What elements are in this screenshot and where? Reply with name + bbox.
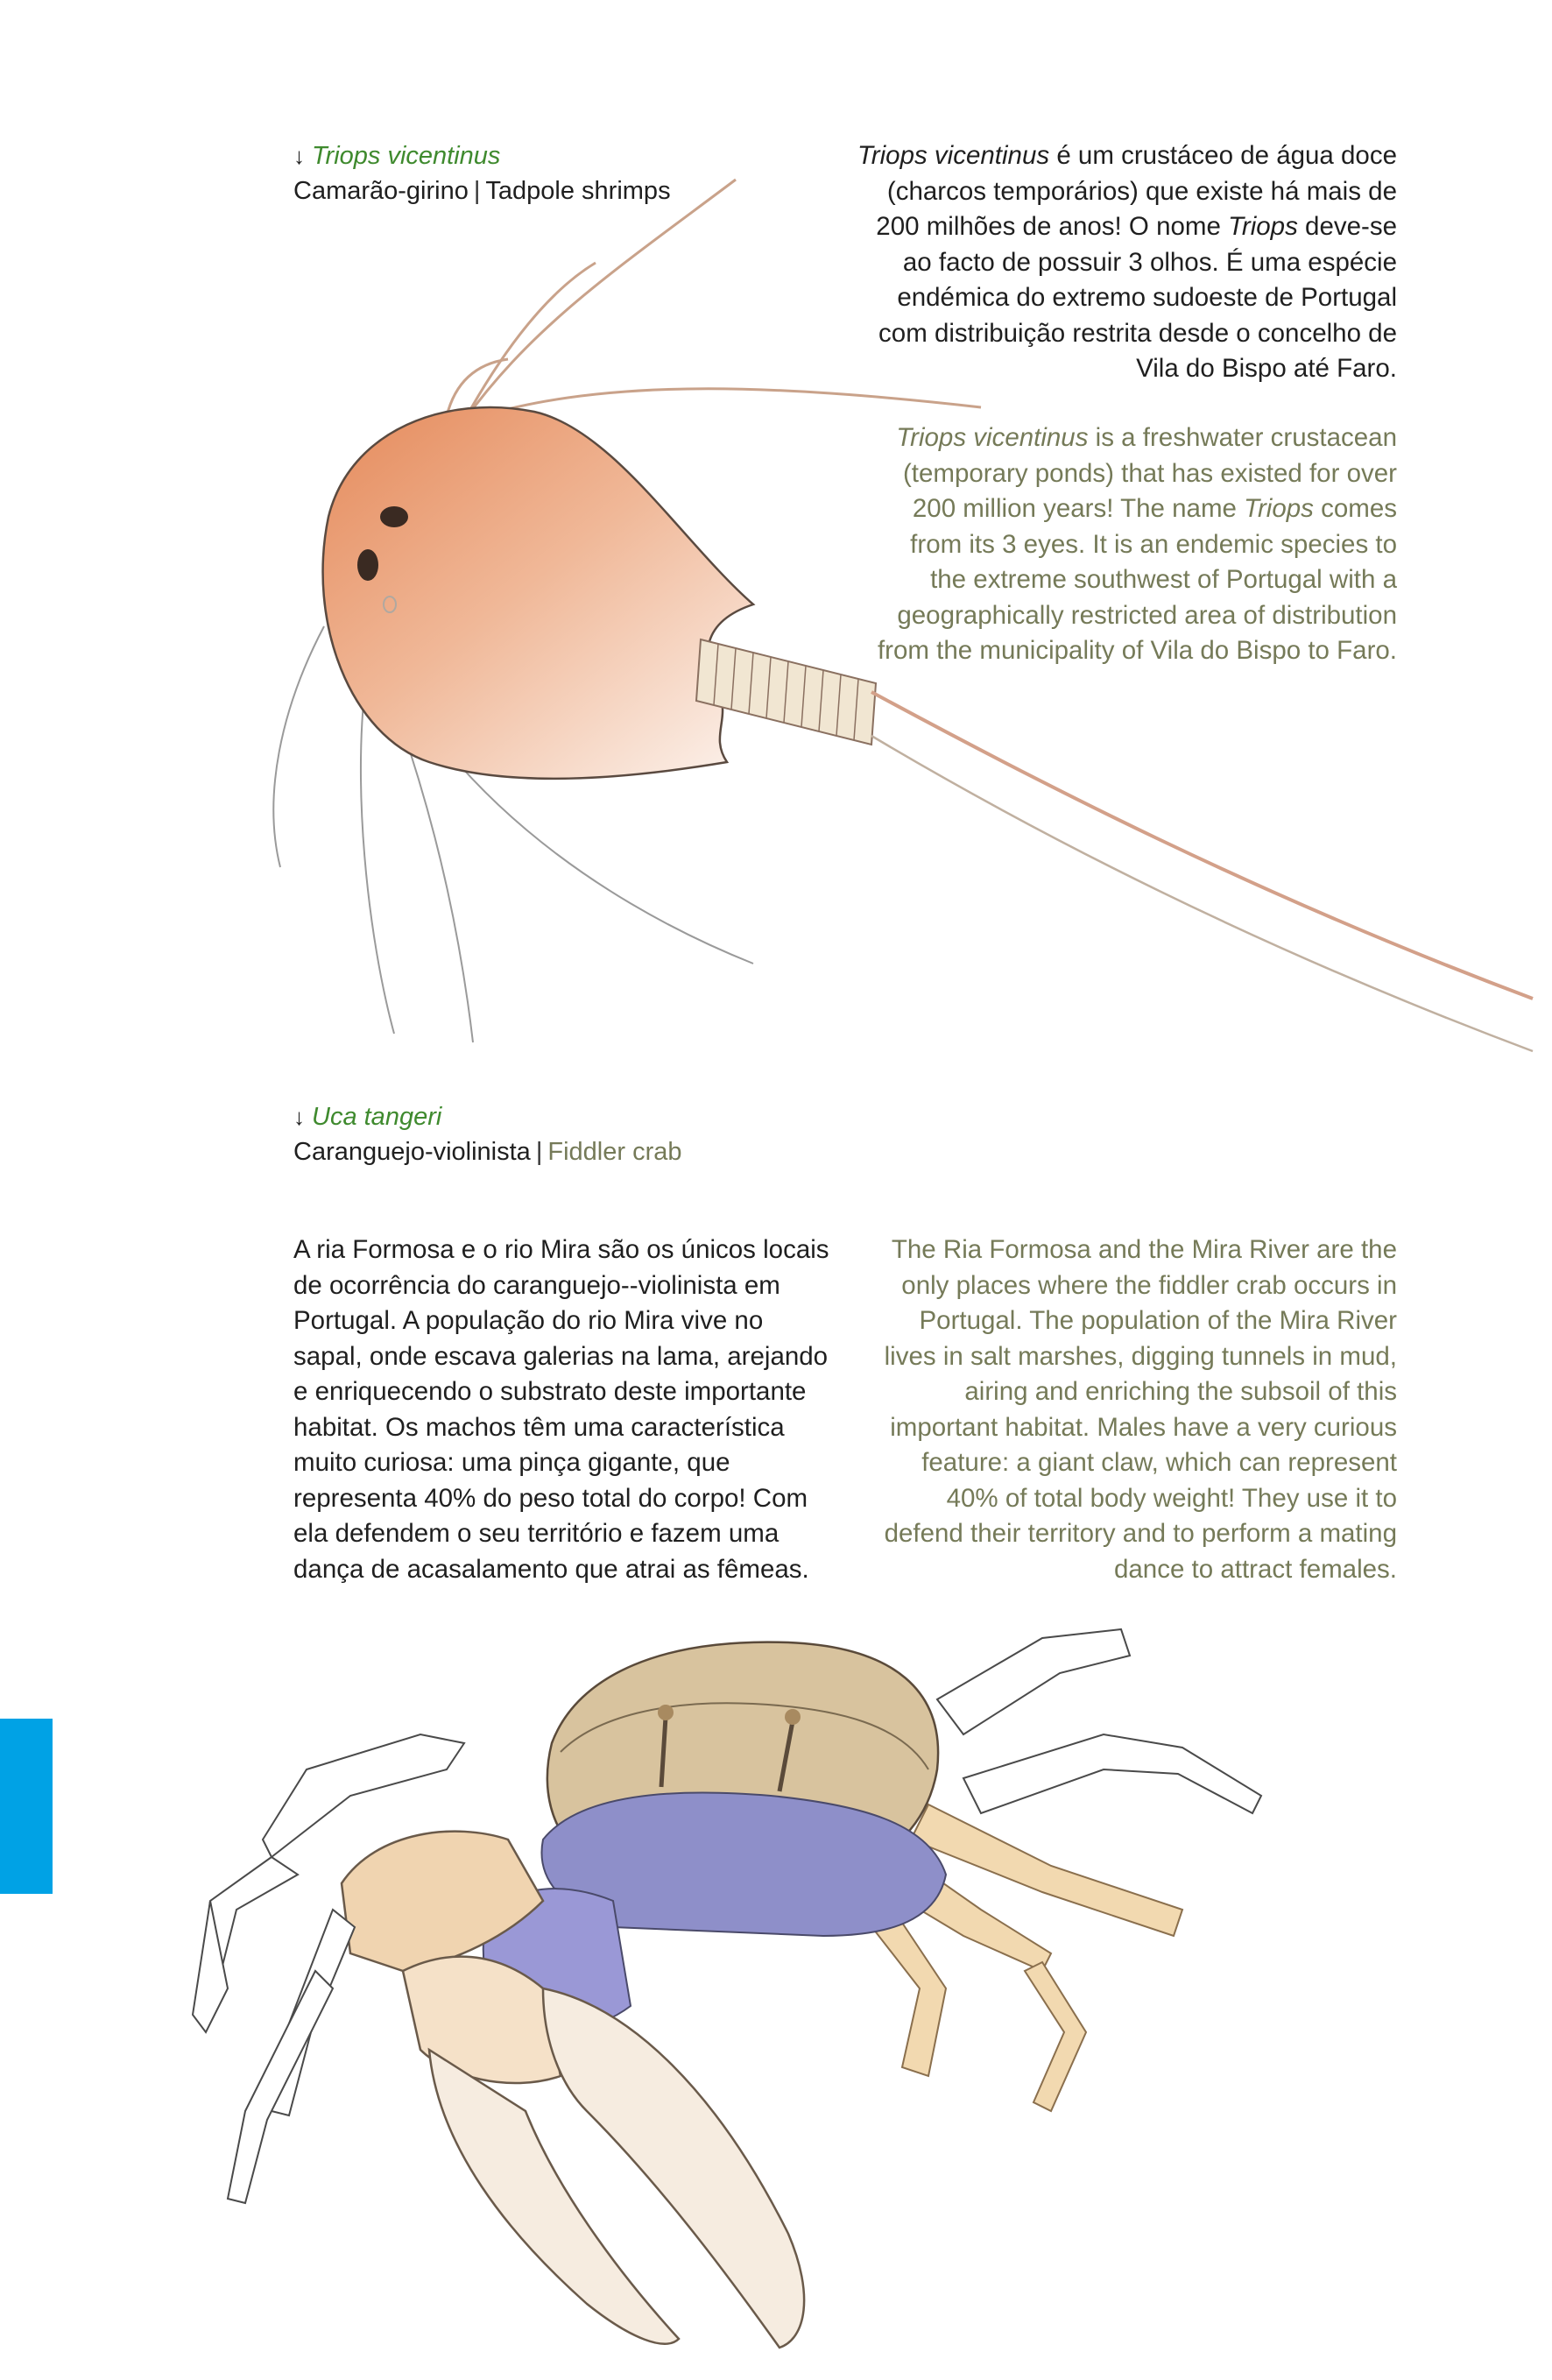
triops-pt-scientific-name: Triops vicentinus: [857, 141, 1050, 170]
section-color-tab: [0, 1719, 53, 1894]
triops-scientific-name: Triops vicentinus: [312, 142, 501, 170]
uca-title-line: [293, 1099, 682, 1134]
name-separator: |: [473, 177, 481, 205]
name-separator: |: [535, 1138, 543, 1166]
uca-species-header: [293, 1099, 682, 1169]
triops-illustration: [245, 166, 1541, 1077]
uca-scientific-name: Uca tangeri: [312, 1103, 442, 1131]
uca-common-name-pt: Caranguejo-violinista: [293, 1138, 531, 1166]
triops-en-text-2: comes from its 3 eyes. It is an endemic species to the extreme southwest of Portugal with a geographically restricted area of distribution from the municipality of Vila do Bispo to Faro.: [877, 494, 1397, 665]
triops-pt-text-1: é um crustáceo de água doce (charcos temporários) que existe há mais de 200 milhões de anos! O nome: [876, 141, 1397, 241]
triops-en-text-1: is a freshwater crustacean (temporary ponds) that has existed for over 200 million years! The name: [902, 423, 1397, 523]
triops-common-name-pt: Camarão-girino: [293, 177, 469, 205]
triops-pt-genus: Triops: [1228, 212, 1298, 241]
arrow-down-icon: ↓: [293, 143, 305, 169]
triops-en-scientific-name: Triops vicentinus: [896, 423, 1089, 452]
uca-common-name-en: Fiddler crab: [547, 1138, 682, 1166]
triops-common-name-en: Tadpole shrimps: [485, 177, 671, 205]
uca-description-en: The Ria Formosa and the Mira River are the only places where the fiddler crab occurs in Portugal. The population of the Mira River lives in salt marshes, digging tunnels in mud, airing and enriching the subsoil of this important habitat. Males have a very curious feature: a giant claw, which can represent 40% of total body weight! They use it to defend their territory and to perform a mating dance to attract females.: [884, 1235, 1397, 1584]
triops-en-genus: Triops: [1244, 494, 1314, 523]
uca-common-names: [293, 1134, 682, 1169]
triops-pt-text-2: deve-se ao facto de possuir 3 olhos. É uma espécie endémica do extremo sudoeste de Portugal com distribuição restrita desde o concelho de Vila do Bispo até Faro.: [878, 212, 1397, 383]
uca-description-pt: A ria Formosa e o rio Mira são os únicos locais de ocorrência do caranguejo--violinista em Portugal. A população do rio Mira vive no sapal, onde escava galerias na lama, arejando e enriquecendo o substrato deste importante habitat. Os machos têm uma característica muito curiosa: uma pinça gigante, que representa 40% do peso total do corpo! Com ela defendem o seu território e fazem uma dança de acasalamento que atrai as fêmeas.: [293, 1235, 829, 1584]
arrow-down-icon: ↓: [293, 1104, 305, 1130]
uca-illustration: [175, 1621, 1305, 2365]
